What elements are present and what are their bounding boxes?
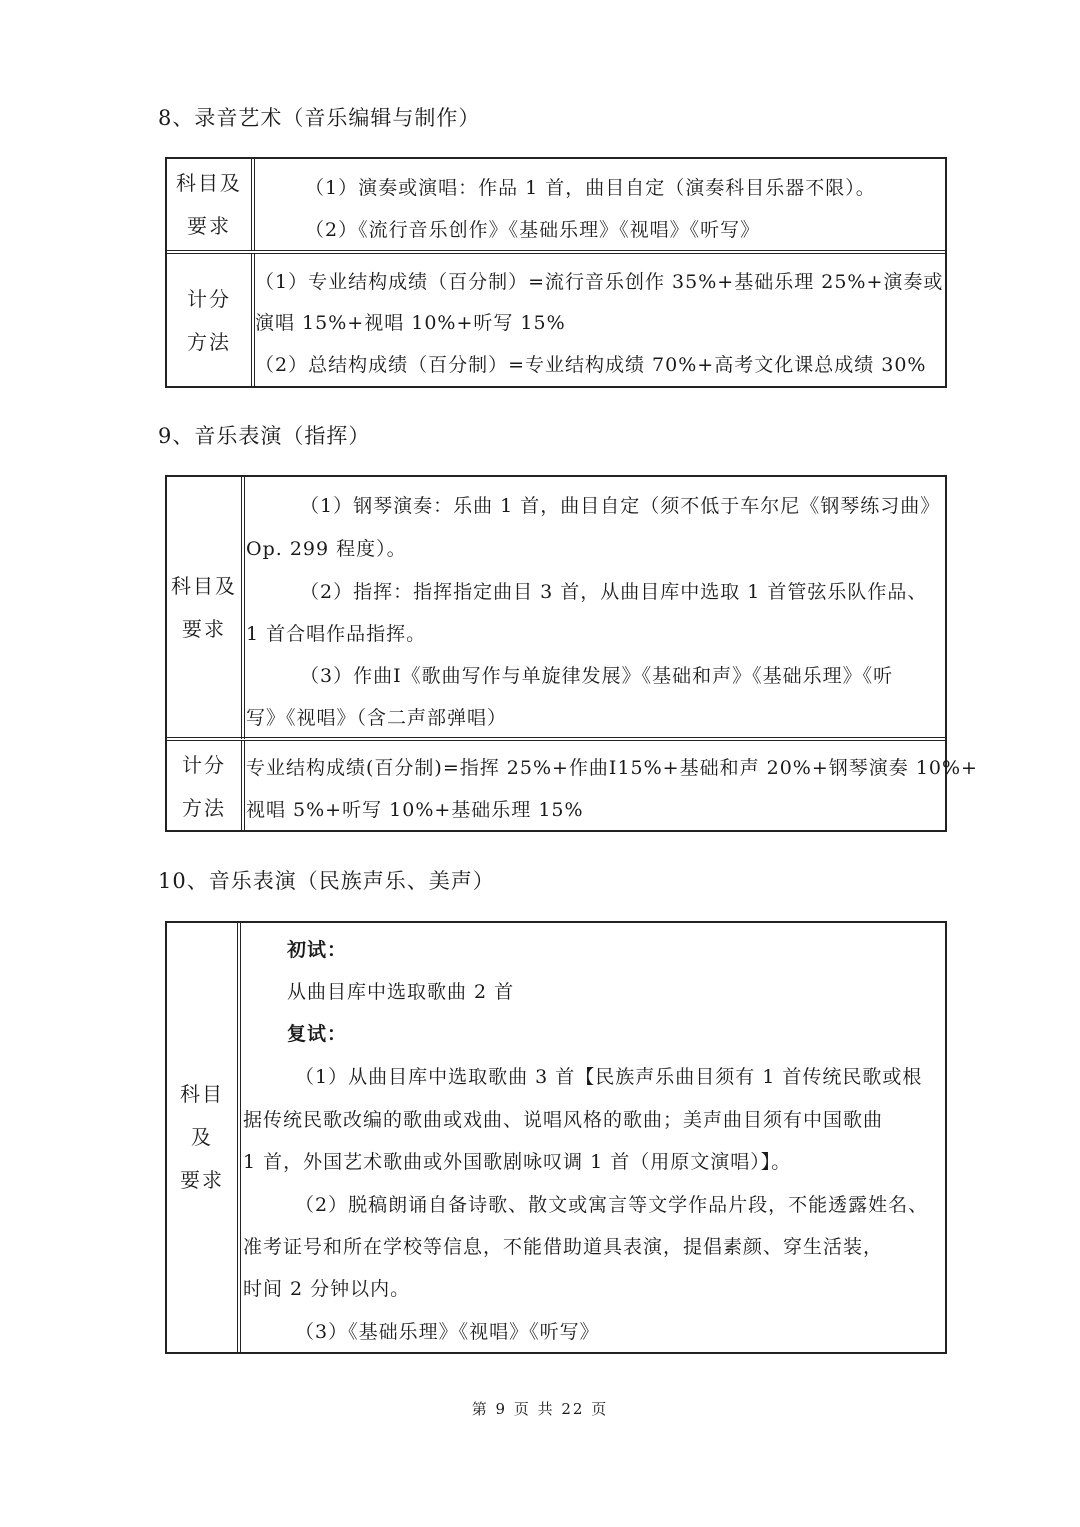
section-8-heading: 8、录音艺术（音乐编辑与制作） — [158, 106, 481, 130]
section-9-heading: 9、音乐表演（指挥） — [158, 424, 371, 448]
section-9-table — [165, 475, 978, 832]
score-label-cell — [167, 741, 242, 832]
double-rule — [251, 159, 255, 251]
req-label-cell — [167, 477, 242, 739]
requirement-line: 写》《视唱》（含二声部弹唱） — [246, 707, 508, 729]
score-line: 演唱 15%+视唱 10%+听写 15% — [255, 312, 566, 334]
requirement-line: 据传统民歌改编的歌曲或戏曲、说唱风格的歌曲；美声曲目须有中国歌曲 — [243, 1109, 884, 1131]
label-text: 要求 — [182, 617, 226, 641]
requirement-line: 从曲目库中选取歌曲 2 首 — [287, 981, 515, 1003]
label-text: 要求 — [187, 214, 231, 238]
score-line: （1）专业结构成绩（百分制）=流行音乐创作 35%+基础乐理 25%+演奏或 — [255, 271, 944, 293]
req-label-cell — [167, 159, 252, 251]
requirement-line: （1）钢琴演奏：乐曲 1 首，曲目自定（须不低于车尔尼《钢琴练习曲》 — [300, 495, 941, 517]
label-text: 科目及 — [171, 574, 237, 598]
requirement-line: 时间 2 分钟以内。 — [243, 1278, 411, 1300]
score-label-cell — [167, 254, 252, 388]
double-rule — [241, 741, 245, 832]
requirement-line: 1 首合唱作品指挥。 — [246, 623, 427, 645]
score-line: 专业结构成绩(百分制)=指挥 25%+作曲Ⅰ15%+基础和声 20%+钢琴演奏 10%+ — [246, 757, 978, 779]
requirement-line: 1 首，外国艺术歌曲或外国歌剧咏叹调 1 首（用原文演唱）】。 — [243, 1151, 792, 1173]
label-text: 方法 — [187, 330, 231, 354]
requirement-line: （2）《流行音乐创作》《基础乐理》《视唱》《听写》 — [305, 219, 761, 241]
label-text: 科目 — [180, 1082, 224, 1106]
requirement-line: Op. 299 程度）。 — [246, 538, 407, 560]
score-line: （2）总结构成绩（百分制）=专业结构成绩 70%+高考文化课总成绩 30% — [255, 354, 927, 376]
row-divider — [167, 250, 945, 251]
page-footer: 第 9 页 共 22 页 — [471, 1400, 609, 1418]
requirement-line: （2）脱稿朗诵自备诗歌、散文或寓言等文学作品片段，不能透露姓名、 — [295, 1194, 929, 1216]
requirement-line: （1）演奏或演唱：作品 1 首，曲目自定（演奏科目乐器不限）。 — [305, 177, 876, 199]
label-text: 及 — [191, 1125, 213, 1149]
section-8-table — [165, 157, 947, 388]
double-rule — [237, 923, 241, 1352]
section-10-heading: 10、音乐表演（民族声乐、美声） — [158, 869, 495, 893]
section-10-table — [165, 921, 947, 1354]
label-text: 计分 — [182, 752, 226, 777]
requirement-line: （3）作曲Ⅰ《歌曲写作与单旋律发展》《基础和声》《基础乐理》《听 — [300, 665, 894, 687]
req-label-cell — [167, 923, 238, 1352]
requirement-line: 准考证号和所在学校等信息，不能借助道具表演，提倡素颜、穿生活装， — [243, 1236, 884, 1258]
row-divider — [167, 737, 945, 738]
double-rule — [241, 477, 245, 739]
requirement-line: （1）从曲目库中选取歌曲 3 首【民族声乐曲目须有 1 首传统民歌或根 — [295, 1066, 923, 1088]
requirement-line: 复试： — [287, 1023, 348, 1045]
label-text: 科目及 — [176, 171, 242, 195]
score-line: 视唱 5%+听写 10%+基础乐理 15% — [246, 799, 584, 821]
requirement-line: 初试： — [287, 939, 348, 961]
label-text: 方法 — [182, 795, 226, 820]
label-text: 要求 — [180, 1168, 224, 1192]
label-text: 计分 — [187, 287, 231, 311]
requirement-line: （3）《基础乐理》《视唱》《听写》 — [295, 1321, 600, 1343]
requirement-line: （2）指挥：指挥指定曲目 3 首，从曲目库中选取 1 首管弦乐队作品、 — [300, 581, 928, 603]
